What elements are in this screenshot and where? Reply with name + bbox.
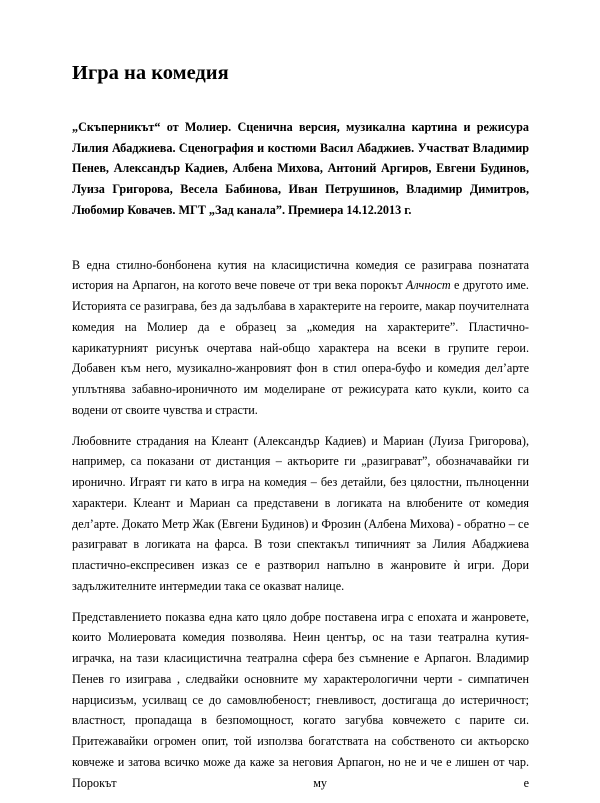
article-body (72, 255, 529, 794)
document-page (72, 60, 529, 803)
paragraph-1-text-a: В една стилно-бонбонена кутия на класицистична комедия се разиграва познатата история на Арпагон, на когото вече повече от три века порокът (72, 257, 529, 293)
article-title: Игра на комедия (72, 62, 229, 84)
paragraph-3: Представлението показва една като цяло добре поставена игра с епохата и жанровете, които Молиеровата комедия позволява. Неин център, ос на тази театрална кутия-играчка, на тази класицистична театрална сфера без съмнение е Арпагон. Владимир Пенев го изиграва , следвайки основните му характерологични черти - симпатичен нарцисизъм, усилващ се до самовлюбеност; гневливост, достигаща до истеричност; властност, пропадаща в безпомощност, когато загубва ковчежето с парите си. Притежавайки огромен опит, той използва богатствата на собственото си актьорско ковчеже и затова всичко може да каже за неговия Арпагон, но не и че е лишен от чар. Порокът му е (72, 609, 529, 790)
paragraph-1-text-b: е другото име. Историята се разиграва, без да задълбава в характерите на героите, макар поучителната комедия на Молиер да е образец за „комедия на характерите”. Пластично-карикатурният рисунък очертава най-общо характера на всеки в групите герои. Добавен към него, музикално-жанровият фон в стил опера-буфо и комедия дел’арте уплътнява забавно-ироничното им моделиране от режисурата като кукли, които са водени от своите чувства и страсти. (72, 278, 529, 417)
production-credits: „Скъперникът“ от Молиер. Сценична версия, музикална картина и режисура Лилия Абаджиева. Сценография и костюми Васил Абаджиев. Участват Владимир Пенев, Александър Кадиев, Албена Михова, Антоний Аргиров, Евгени Будинов, Луиза Григорова, Весела Бабинова, Иван Петрушинов, Владимир Димитров, Любомир Ковачев. МГТ „Зад канала”. Премиера 14.12.2013 г. (72, 120, 529, 217)
paragraph-2: Любовните страдания на Клеант (Александър Кадиев) и Мариан (Луиза Григорова), например, са показани от дистанция – актьорите ги „разиграват”, обозначавайки ги иронично. Играят ги като в игра на комедия – без детайли, без цялостни, пълноценни характери. Клеант и Мариан са представени в логиката на влюбените от комедия дел’арте. Докато Метр Жак (Евгени Будинов) и Фрозин (Албена Михова) - обратно – се разиграват в логиката на фарса. В този спектакъл типичният за Лилия Абаджиева пластично-експресивен изказ се е разтворил напълно в жанровите ѝ игри. Дори задължителните интермедии така се оказват налице. (72, 433, 529, 593)
paragraph-1-emphasis: Алчност (405, 278, 451, 293)
paragraph-1 (72, 255, 529, 421)
